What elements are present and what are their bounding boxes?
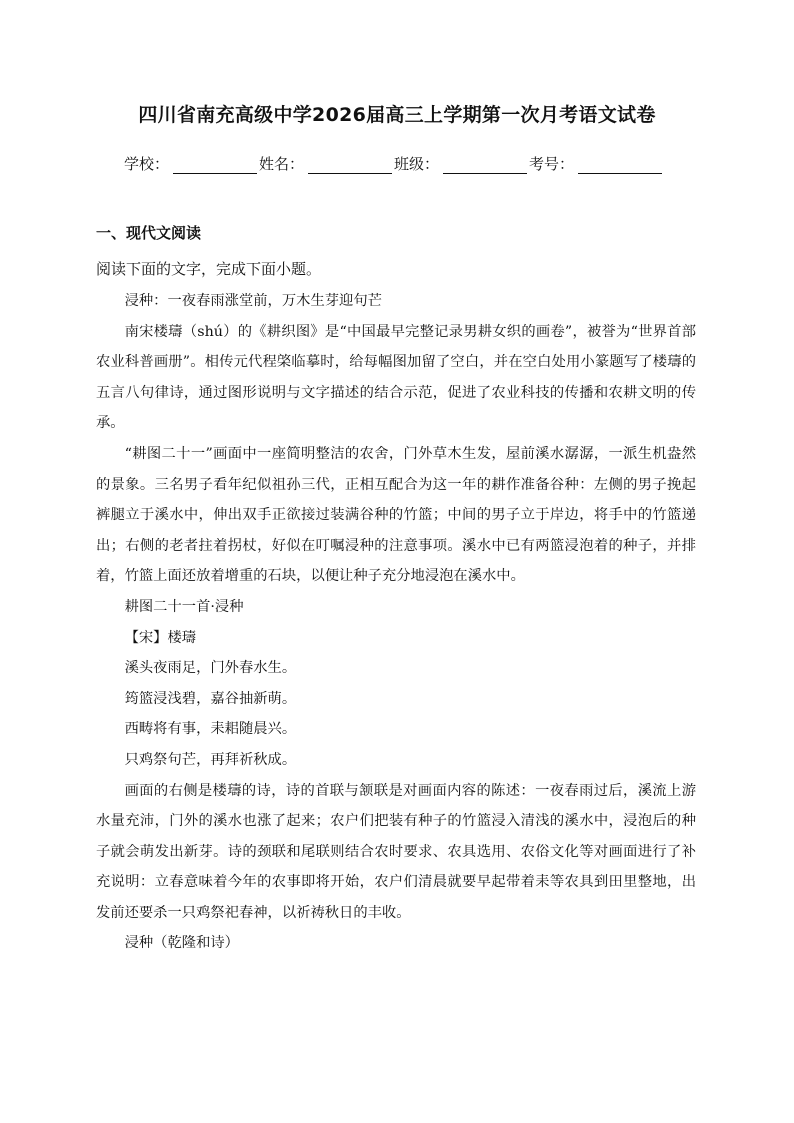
paragraph-1: 南宋楼璹（shú）的《耕织图》是“中国最早完整记录男耕女织的画卷”，被誉为“世界首部农业科普画册”。相传元代程棨临摹时，给每幅图加留了空白，并在空白处用小篆题写了楼璹的五言八句律诗，通过图形说明与文字描述的结合示范，促进了农业科技的传播和农耕文明的传承。 — [96, 323, 696, 432]
poem-line: 筠篮浸浅碧，嘉谷抽新萌。 — [124, 690, 297, 707]
reading-instruction: 阅读下面的文字，完成下面小题。 — [96, 260, 322, 278]
exam-number-blank — [578, 157, 662, 174]
section-heading: 一、现代文阅读 — [96, 224, 202, 242]
reading-passage — [96, 286, 696, 959]
class-label: 班级： — [394, 155, 440, 173]
poem-line: 只鸡祭句芒，再拜祈秋成。 — [124, 751, 297, 768]
class-blank — [443, 157, 527, 174]
name-label: 姓名： — [259, 155, 305, 173]
student-info-line — [124, 153, 684, 174]
exam-number-label: 考号： — [529, 155, 575, 173]
poem-author: 【宋】楼璹 — [124, 629, 197, 646]
school-label: 学校： — [124, 155, 170, 173]
poem-title: 耕图二十一首·浸种 — [124, 598, 244, 615]
paragraph-2: “耕图二十一”画面中一座简明整洁的农舍，门外草木生发，屋前溪水潺潺，一派生机盎然的景象。三名男子看年纪似祖孙三代，正相互配合为这一年的耕作准备谷种：左侧的男子挽起裤腿立于溪水中，伸出双手正欲接过装满谷种的竹篮；中间的男子立于岸边，将手中的竹篮递出；右侧的老者拄着拐杖，好似在叮嘱浸种的注意事项。溪水中已有两篮浸泡着的种子，并排着，竹篮上面还放着增重的石块，以便让种子充分地浸泡在溪水中。 — [96, 445, 696, 585]
article-subtitle: 浸种：一夜春雨涨堂前，万木生芽迎句芒 — [124, 293, 382, 309]
paragraph-3: 画面的右侧是楼璹的诗，诗的首联与颔联是对画面内容的陈述：一夜春雨过后，溪流上游水量充沛，门外的溪水也涨了起来；农户们把装有种子的竹篮浸入清浅的溪水中，浸泡后的种子就会萌发出新芽。诗的颈联和尾联则结合农时要求、农具选用、农俗文化等对画面进行了补充说明：立春意味着今年的农事即将开始，农户们清晨就要早起带着耒等农具到田里整地，出发前还要杀一只鸡祭祀春神，以祈祷秋日的丰收。 — [96, 782, 696, 921]
school-blank — [173, 157, 257, 174]
poem-line: 西畴将有事，耒耜随晨兴。 — [124, 721, 297, 738]
exam-title: 四川省南充高级中学2026届高三上学期第一次月考语文试卷 — [138, 104, 656, 126]
next-subtitle: 浸种（乾隆和诗） — [124, 935, 239, 952]
poem-line: 溪头夜雨足，门外春水生。 — [124, 660, 297, 677]
name-blank — [308, 157, 392, 174]
